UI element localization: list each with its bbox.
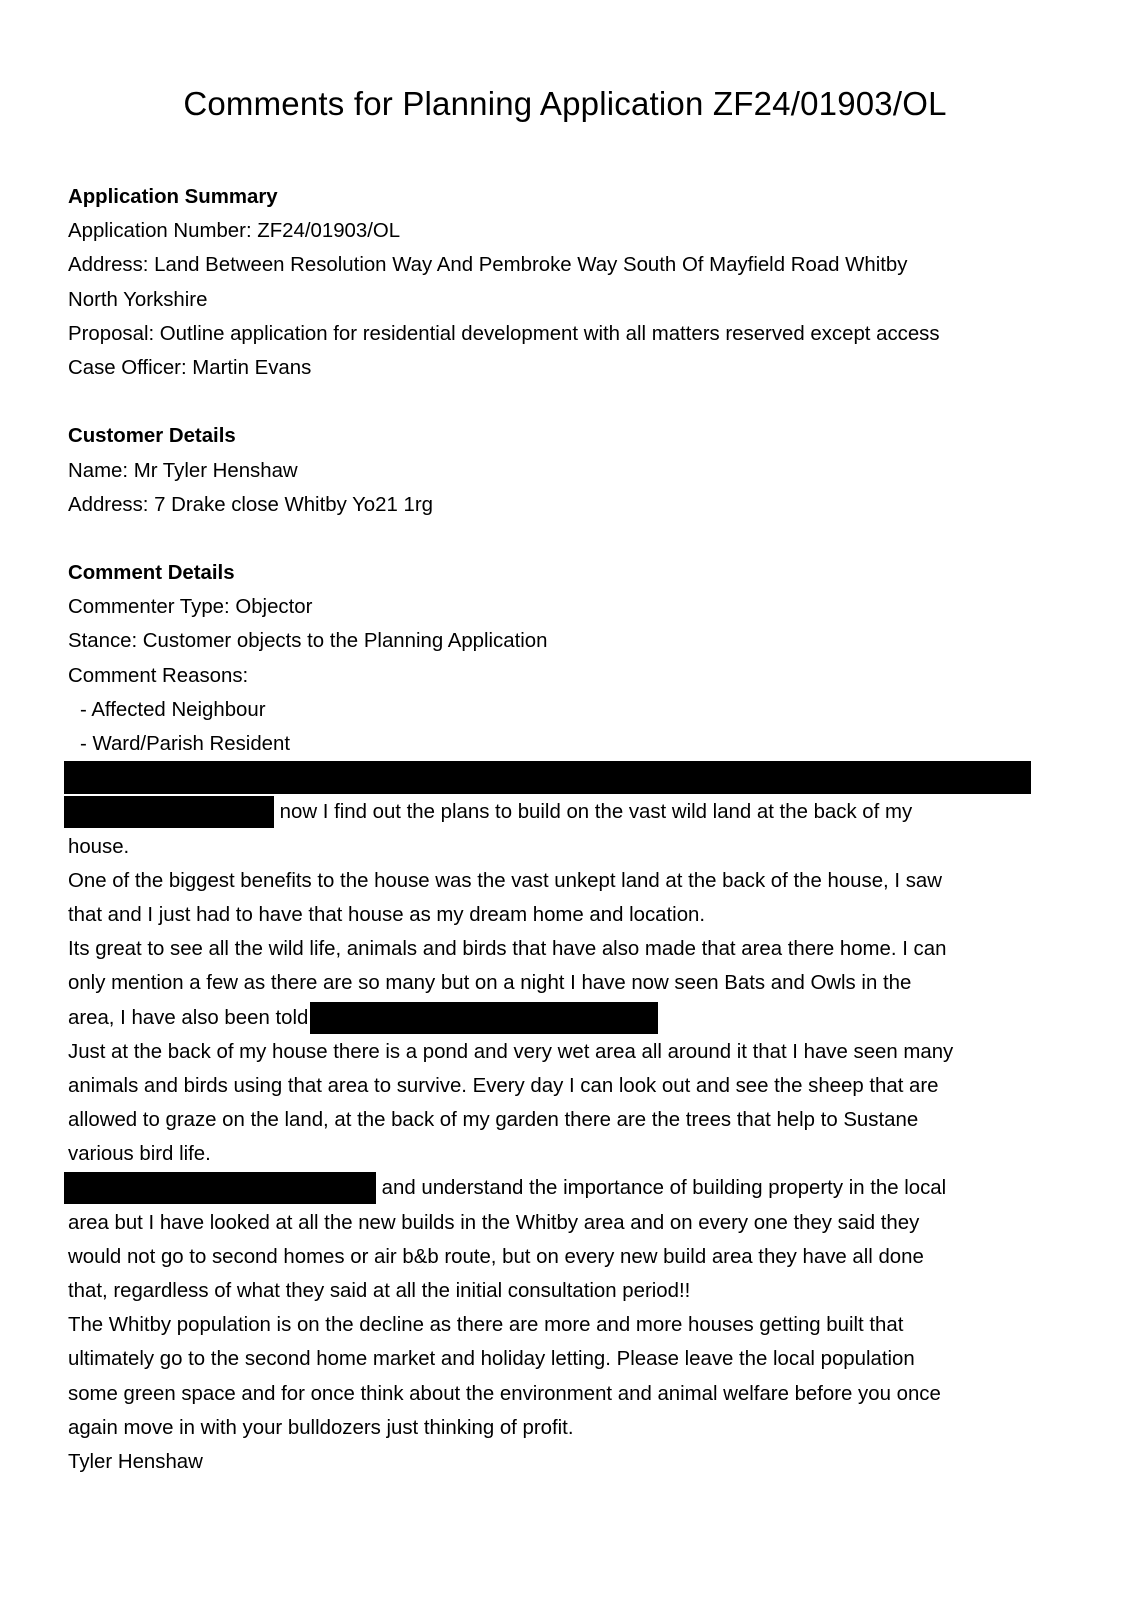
application-address-line2: North Yorkshire [68,288,208,311]
application-address-line1: Address: Land Between Resolution Way And Pembroke Way South Of Mayfield Road Whitby [68,254,908,277]
customer-details-heading: Customer Details [68,425,236,448]
comment-text-line: animals and birds using that area to survive. Every day I can look out and see the sheep that are [68,1074,939,1097]
page-title: Comments for Planning Application ZF24/01903/OL [183,85,947,122]
comment-text-line: The Whitby population is on the decline as there are more and more houses getting built that [68,1314,904,1337]
redaction-block [64,761,1031,794]
comment-text-line: various bird life. [68,1143,211,1166]
comment-text-line: Its great to see all the wild life, animals and birds that have also made that area there home. I can [68,938,947,961]
comment-text-line: now I find out the plans to build on the vast wild land at the back of my [279,801,913,824]
customer-address: Address: 7 Drake close Whitby Yo21 1rg [68,493,433,516]
proposal: Proposal: Outline application for residential development with all matters reserved except access [68,322,940,345]
comment-text-line: area, I have also been told [68,1006,309,1029]
comment-reason-item: - Ward/Parish Resident [80,733,291,755]
redaction-block [310,1002,658,1034]
comment-text-line: and understand the importance of building property in the local [381,1177,947,1200]
comment-reason-item: - Affected Neighbour [80,698,266,721]
comment-text-line: again move in with your bulldozers just thinking of profit. [68,1416,574,1439]
redaction-block [64,1172,376,1204]
case-officer: Case Officer: Martin Evans [68,356,312,379]
comment-text-line: would not go to second homes or air b&b route, but on every new build area they have all done [68,1245,924,1268]
comment-details-heading: Comment Details [68,562,235,585]
comment-text-line: area but I have looked at all the new builds in the Whitby area and on every one they said they [68,1211,920,1234]
comment-text-line: house. [68,835,130,858]
comment-text-line: One of the biggest benefits to the house was the vast unkept land at the back of the house, I saw [68,869,942,892]
application-number: Application Number: ZF24/01903/OL [68,220,401,243]
signature-name: Tyler Henshaw [68,1450,203,1473]
comment-text-line: that, regardless of what they said at all the initial consultation period!! [68,1280,691,1302]
comment-text-line: only mention a few as there are so many but on a night I have now seen Bats and Owls in the [68,972,912,995]
comment-text-line: Just at the back of my house there is a pond and very wet area all around it that I have seen many [68,1040,954,1063]
redaction-block [64,796,274,828]
comment-text-line: that and I just had to have that house as my dream home and location. [68,903,706,926]
commenter-type: Commenter Type: Objector [68,596,313,619]
document-body [68,180,1078,1479]
customer-name: Name: Mr Tyler Henshaw [68,459,298,482]
comment-text-line: allowed to graze on the land, at the back of my garden there are the trees that help to Sustane [68,1109,919,1132]
comment-text-line: some green space and for once think about the environment and animal welfare before you once [68,1382,941,1405]
comment-text-line: ultimately go to the second home market and holiday letting. Please leave the local population [68,1348,915,1371]
application-summary-heading: Application Summary [68,186,278,208]
comment-reasons-label: Comment Reasons: [68,664,249,687]
stance: Stance: Customer objects to the Planning Application [68,630,548,653]
